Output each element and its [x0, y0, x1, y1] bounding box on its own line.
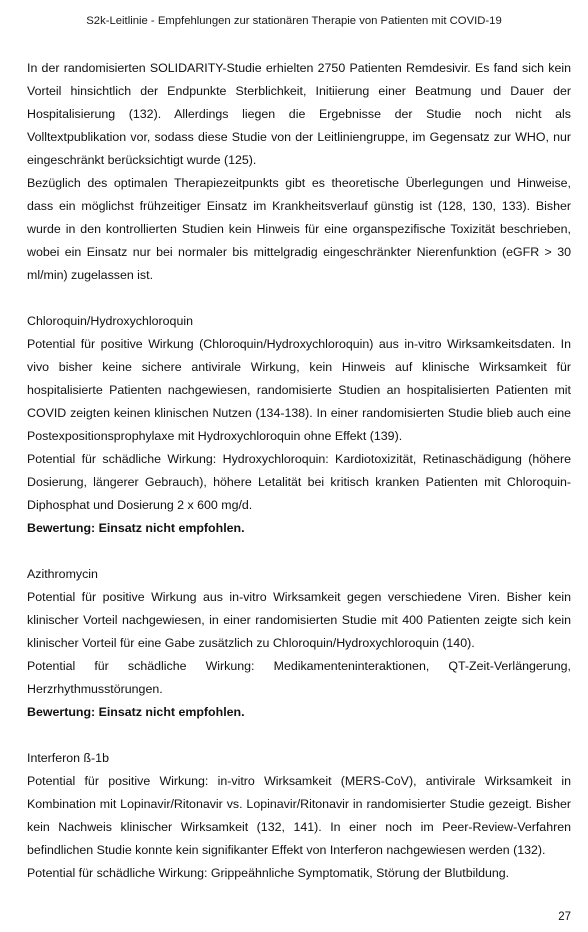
interferon-heading: Interferon ß-1b [27, 751, 109, 765]
remdesivir-paragraph-2: Bezüglich des optimalen Therapiezeitpunkts gibt es theoretische Überlegungen und Hinweise, dass ein möglichst frühzeitiger Einsatz im Krankheitsverlauf günstig ist (128, 130, 133). Bisher wurde in den kontrollierten Studien kein Hinweis für eine organspezifische Toxizität beschrieben, wobei ein Einsatz nur bei normaler bis mittelgradig eingeschränkter Nierenfunktion (eGFR > 30 ml/min) zugelassen ist. [27, 176, 571, 282]
chloroquin-heading: Chloroquin/Hydroxychloroquin [27, 314, 193, 328]
interferon-harmful-paragraph: Potential für schädliche Wirkung: Grippeähnliche Symptomatik, Störung der Blutbildung. [27, 866, 510, 880]
azithromycin-harmful-paragraph: Potential für schädliche Wirkung: Medikamenteninteraktionen, QT-Zeit-Verlängerung, Herzrhythmusstörungen. [27, 659, 571, 696]
section-spacer [27, 540, 571, 563]
chloroquin-rating: Bewertung: Einsatz nicht empfohlen. [27, 521, 245, 535]
page-number: 27 [558, 911, 571, 923]
page-header: S2k-Leitlinie - Empfehlungen zur stationären Therapie von Patienten mit COVID-19 [86, 15, 502, 27]
section-spacer [27, 287, 571, 310]
azithromycin-positive-paragraph: Potential für positive Wirkung aus in-vitro Wirksamkeit gegen verschiedene Viren. Bisher kein klinischer Vorteil nachgewiesen, in einer randomisierten Studie mit 400 Patienten zeigte sich kein klinischer Vorteil für eine Gabe zusätzlich zu Chloroquin/Hydroxychloroquin (140). [27, 590, 571, 650]
azithromycin-heading: Azithromycin [27, 567, 98, 581]
chloroquin-harmful-paragraph: Potential für schädliche Wirkung: Hydroxychloroquin: Kardiotoxizität, Retinaschädigung (höhere Dosierung, längerer Gebrauch), höhere Letalität bei kritisch kranken Patienten mit Chloroquin-Diphosphat und Dosierung 2 x 600 mg/d. [27, 452, 571, 512]
azithromycin-rating: Bewertung: Einsatz nicht empfohlen. [27, 705, 245, 719]
remdesivir-paragraph-1: In der randomisierten SOLIDARITY-Studie erhielten 2750 Patienten Remdesivir. Es fand sich kein Vorteil hinsichtlich der Endpunkte Sterblichkeit, Initiierung einer Beatmung und Dauer der Hospitalisierung (132). Allerdings liegen die Ergebnisse der Studie noch nicht als Volltextpublikation vor, sodass diese Studie von der Leitliniengruppe, im Gegensatz zur WHO, nur eingeschränkt berücksichtigt wurde (125). [27, 61, 571, 167]
document-body [27, 57, 571, 885]
section-spacer [27, 724, 571, 747]
chloroquin-positive-paragraph: Potential für positive Wirkung (Chloroquin/Hydroxychloroquin) aus in-vitro Wirksamkeitsdaten. In vivo bisher keine sichere antivirale Wirkung, kein Hinweis auf klinische Wirksamkeit für hospitalisierte Patienten nachgewiesen, randomisierte Studien an hospitalisierten Patienten mit COVID zeigten keinen klinischen Nutzen (134-138). In einer randomisierten Studie blieb auch eine Postexpositionsprophylaxe mit Hydroxychloroquin ohne Effekt (139). [27, 337, 571, 443]
interferon-positive-paragraph: Potential für positive Wirkung: in-vitro Wirksamkeit (MERS-CoV), antivirale Wirksamkeit in Kombination mit Lopinavir/Ritonavir vs. Lopinavir/Ritonavir in randomisierter Studie gezeigt. Bisher kein Nachweis klinischer Wirksamkeit (132, 141). In einer noch im Peer-Review-Verfahren befindlichen Studie konnte kein signifikanter Effekt von Interferon nachgewiesen werden (132). [27, 774, 571, 857]
